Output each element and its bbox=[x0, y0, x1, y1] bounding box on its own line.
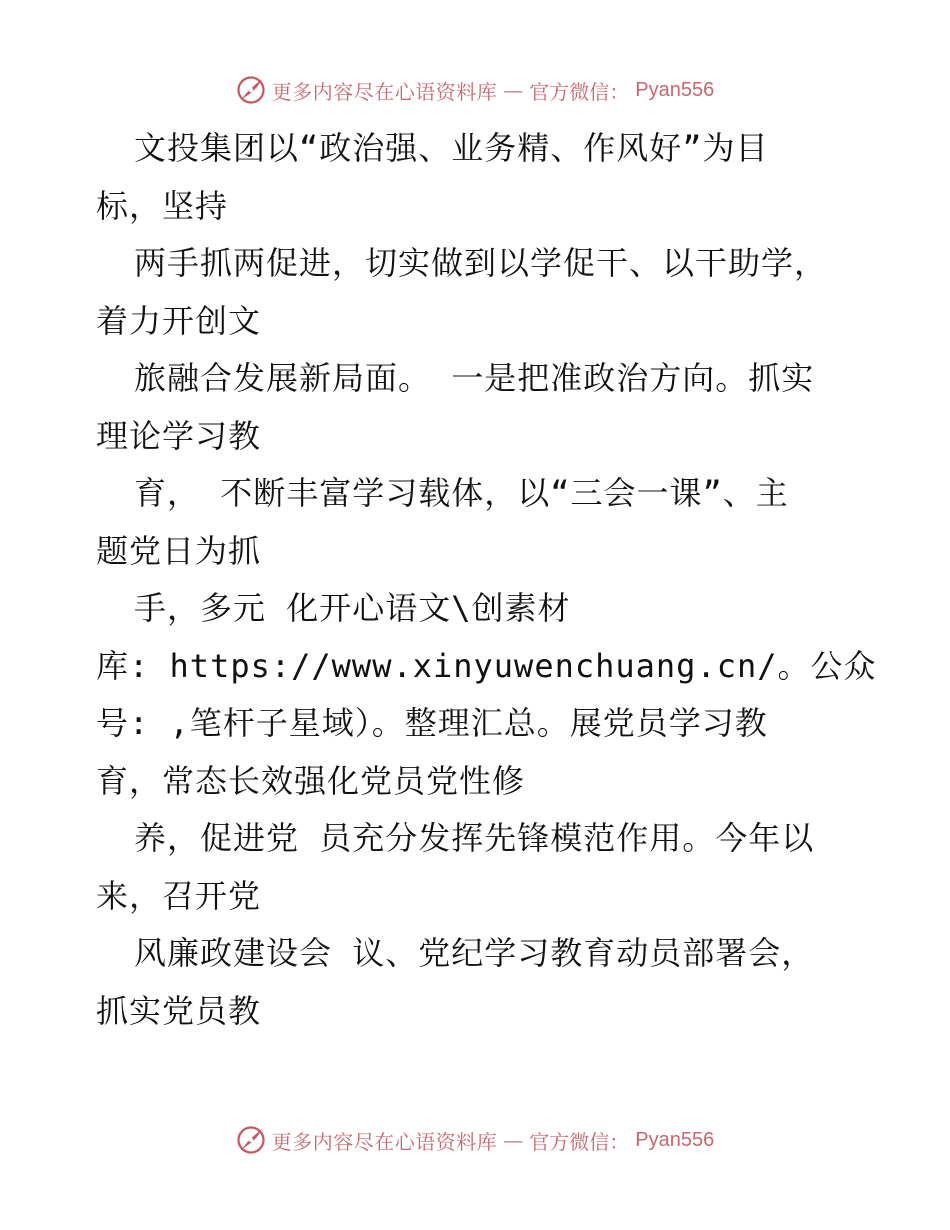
text-line: 手，多元 化开心语文\创素材 bbox=[134, 589, 571, 627]
text-line: 养，促进党 员充分发挥先锋模范作用。今年以 bbox=[134, 819, 815, 857]
brand-text: 更多内容尽在心语资料库 bbox=[271, 1129, 498, 1154]
quill-pen-icon bbox=[236, 75, 266, 105]
watermark-brand bbox=[236, 1125, 714, 1155]
text-line: 风廉政建设会 议、党纪学习教育动员部署会， bbox=[134, 934, 815, 972]
text-line: 题党日为抓 bbox=[96, 531, 262, 570]
text-line: 库: https://www.xinyuwenchuang.cn/。公众 bbox=[96, 646, 877, 685]
text-line: 理论学习教 bbox=[96, 416, 262, 455]
wechat-label: 官方微信： bbox=[529, 79, 630, 104]
text-line: 着力开创文 bbox=[96, 301, 262, 340]
brand-text: 更多内容尽在心语资料库 bbox=[271, 79, 498, 104]
quill-pen-icon bbox=[236, 1125, 266, 1155]
brand-separator: — bbox=[503, 1128, 524, 1152]
page-header bbox=[0, 70, 950, 110]
text-line: 文投集团以“政治强、业务精、作风好”为目 bbox=[134, 129, 769, 167]
text-line: 两手抓两促进，切实做到以学促干、以干助学， bbox=[134, 244, 828, 282]
brand-separator: — bbox=[503, 78, 524, 102]
text-line: 标，坚持 bbox=[96, 186, 229, 225]
text-line: 号: ,笔杆子星域）。整理汇总。展党员学习教 bbox=[96, 704, 768, 742]
text-line: 育，常态长效强化党员党性修 bbox=[96, 761, 526, 800]
watermark-brand bbox=[236, 75, 714, 105]
text-line: 抓实党员教 bbox=[96, 991, 262, 1030]
page-footer bbox=[0, 1120, 950, 1160]
wechat-label: 官方微信： bbox=[529, 1129, 630, 1154]
wechat-id: Pyan556 bbox=[635, 1128, 715, 1151]
document-body bbox=[96, 120, 877, 1040]
wechat-id: Pyan556 bbox=[635, 78, 715, 101]
text-line: 育， 不断丰富学习载体，以“三会一课”、主 bbox=[134, 474, 789, 512]
text-line: 来，召开党 bbox=[96, 876, 262, 915]
text-line: 旅融合发展新局面。 一是把准政治方向。抓实 bbox=[134, 359, 815, 397]
